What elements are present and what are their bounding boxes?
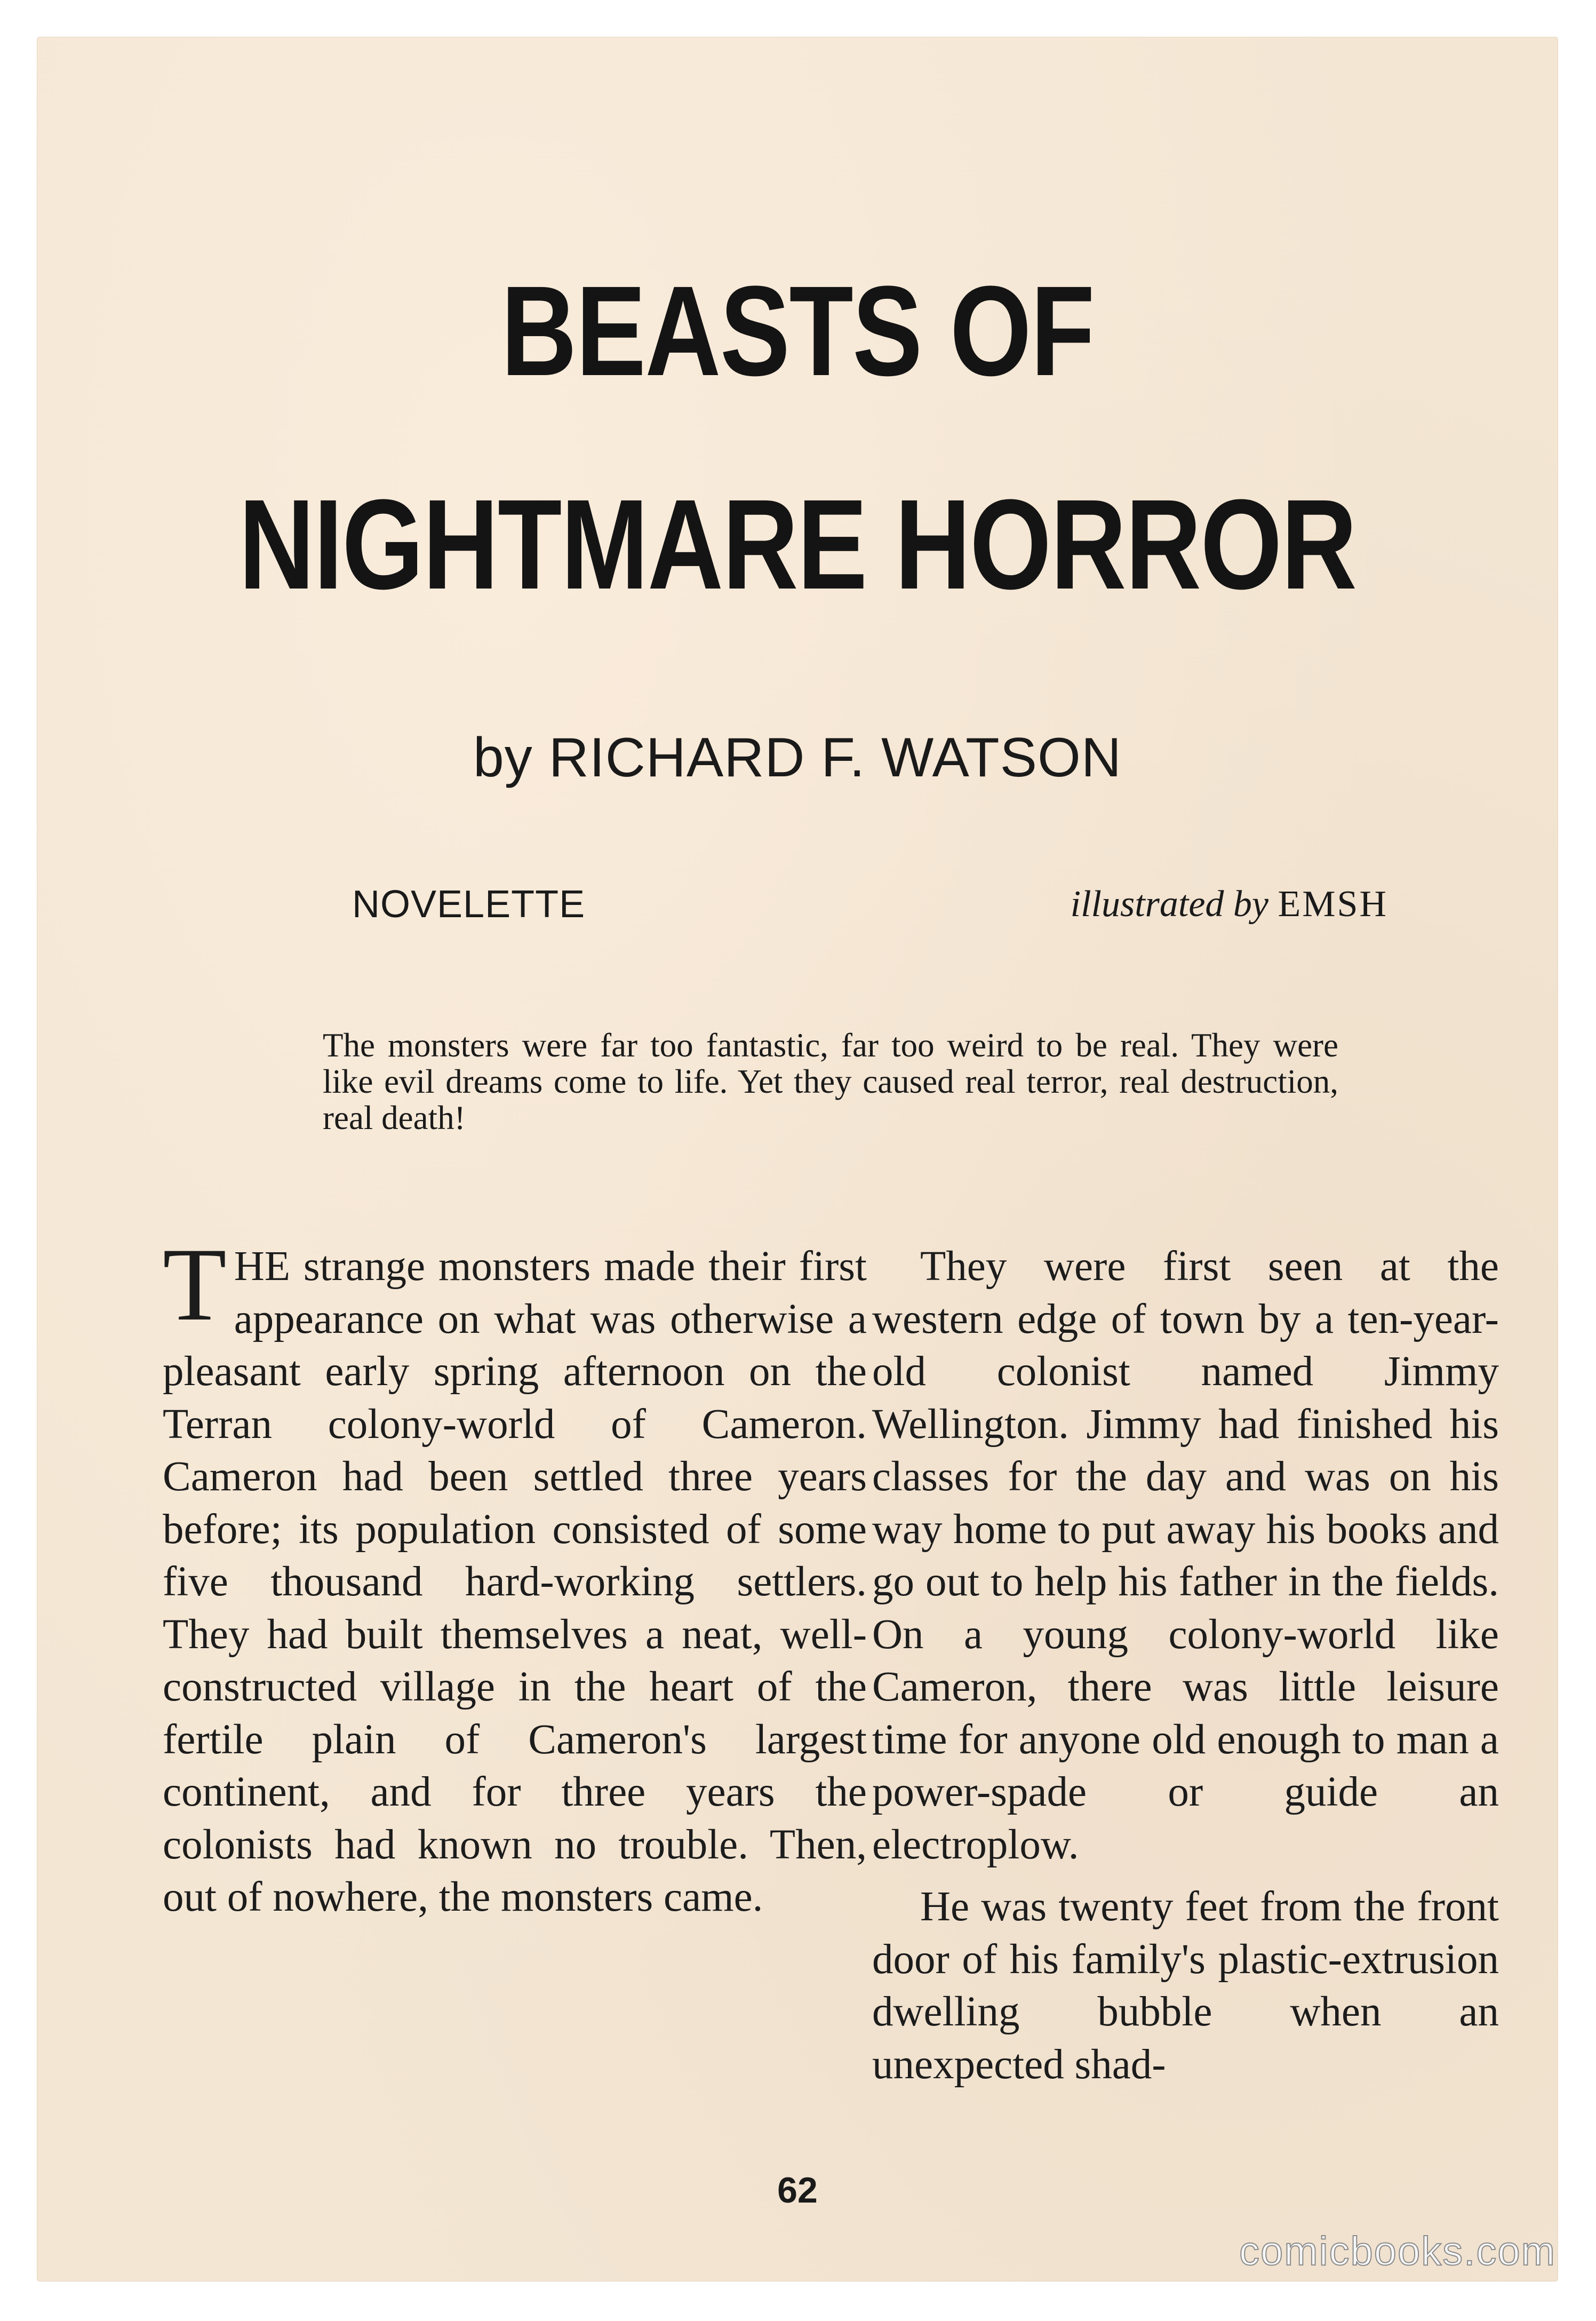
right-text-column [872, 1241, 1499, 2091]
page-number: 62 [777, 2170, 818, 2211]
author-byline: by RICHARD F. WATSON [473, 727, 1122, 789]
opening-paragraph-text: HE strange monsters made their first appearance on what was otherwise a pleasant early spring afternoon on the Terran colony-world of Cameron. Cameron had been settled three years before; its population consisted of some five thousand hard-working settlers. They had built themselves a neat, well-constructed village in the heart of the fertile plain of Cameron's largest continent, and for three years the colonists had known no trouble. Then, out of nowhere, the monsters came. [163, 1243, 867, 1920]
illustrator-name: EMSH [1278, 884, 1388, 925]
magazine-page [37, 37, 1558, 2281]
story-title-line-2: NIGHTMARE HORROR [238, 473, 1356, 616]
body-paragraph: They were first seen at the western edge of town by a ten-year-old colonist named Jimmy Wellington. Jimmy had finished his classes for the day and was on his way home to put away his books and go out to help his father in the fields. On a young colony-world like Cameron, there was little leisure time for anyone old enough to man a power-spade or guide an electroplow. [872, 1243, 1499, 1868]
body-paragraph: He was twenty feet from the front door of his family's plastic-extrusion dwelling bubble when an unexpected shad- [872, 1883, 1499, 2088]
left-text-column [163, 1227, 867, 1924]
drop-cap: T [163, 1227, 227, 1342]
site-watermark: comicbooks.com [1239, 2229, 1556, 2274]
story-title-line-1: BEASTS OF [501, 259, 1094, 402]
illustrated-by-label: illustrated by [1070, 884, 1269, 925]
opening-paragraph [163, 1227, 867, 1924]
story-kind-label: NOVELETTE [352, 883, 586, 926]
story-blurb: The monsters were far too fantastic, far too weird to be real. They were like evil dreams come to life. Yet they caused real terror, real destruction, real death! [323, 1027, 1338, 1136]
illustrator-credit [1071, 880, 1388, 928]
